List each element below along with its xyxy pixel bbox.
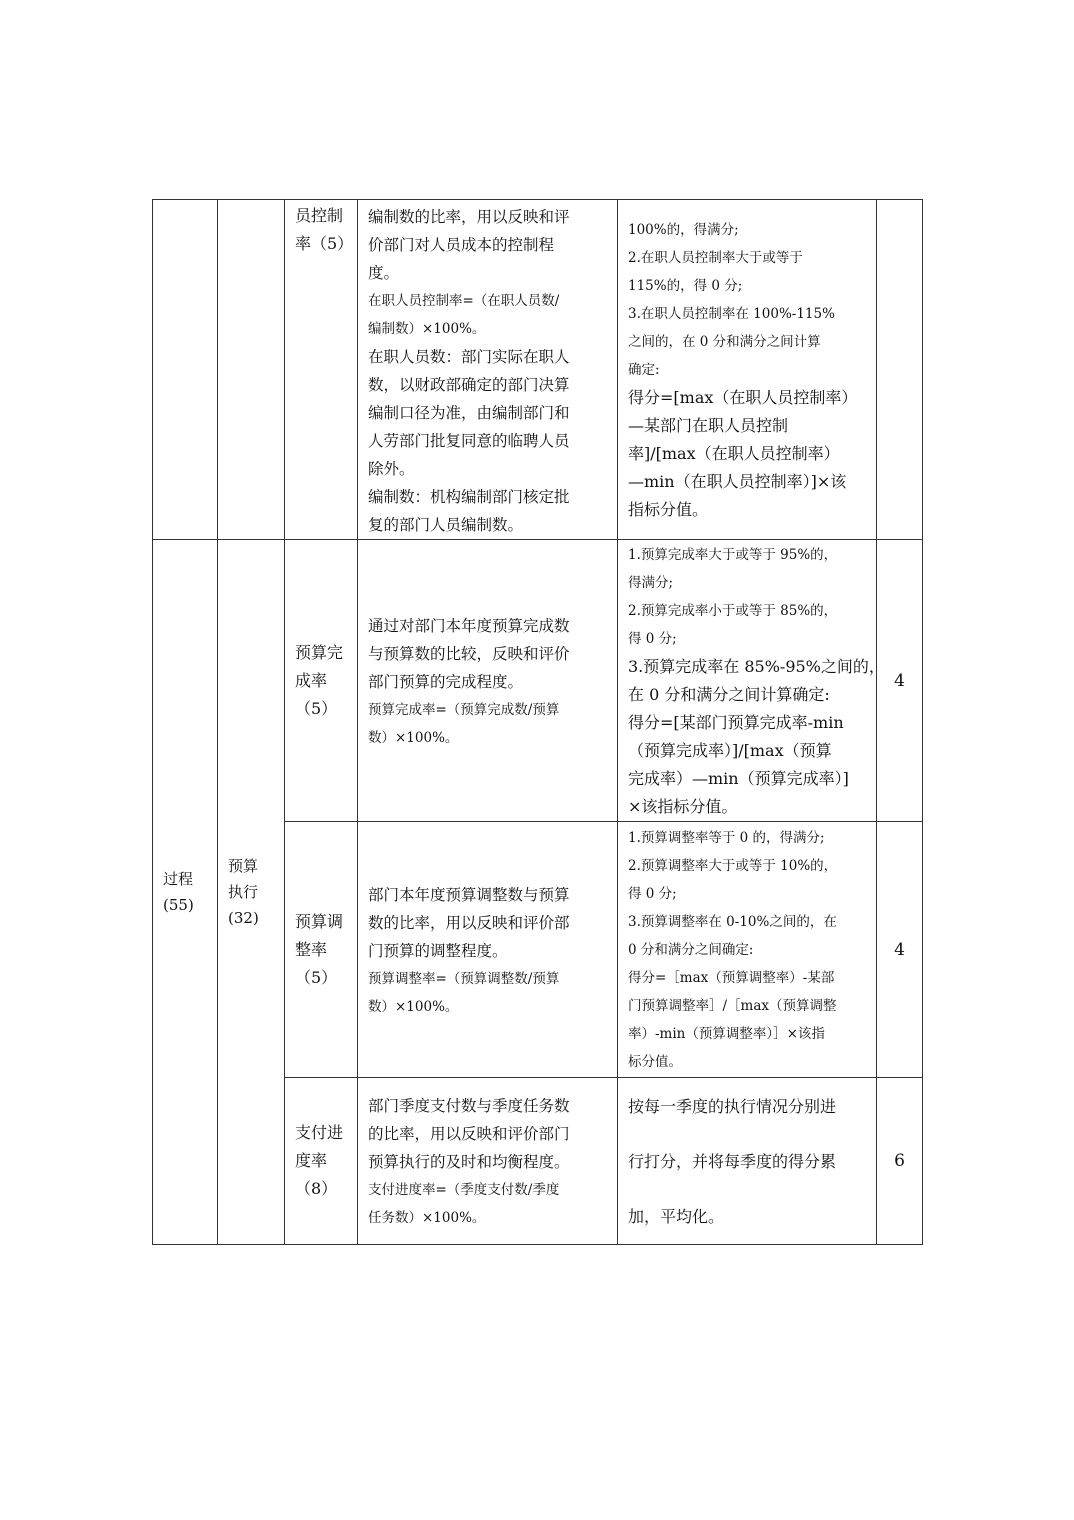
text-line: 与预算数的比较，反映和评价 (368, 644, 570, 663)
text-line: 预算调 (295, 911, 344, 931)
text-line: 2.在职人员控制率大于或等于 (628, 250, 803, 266)
text-line: 预算完成率=（预算完成数/预算 (368, 701, 560, 718)
criteria-cell (618, 1078, 877, 1245)
score-cell: 4 (877, 822, 923, 1078)
text-line: 编制口径为准，由编制部门和 (368, 403, 570, 422)
text-line: 编制数：机构编制部门核定批 (368, 487, 570, 506)
text-line: 预算完 (295, 642, 344, 662)
text-line: 支付进度率=（季度支付数/季度 (368, 1182, 560, 1198)
text-line: 率）-min（预算调整率）］×该指 (628, 1026, 825, 1042)
text-line: 价部门对人员成本的控制程 (368, 235, 555, 254)
text-line: 除外。 (368, 459, 415, 478)
text-line: 指标分值。 (628, 500, 709, 519)
text-line: 部门预算的完成程度。 (368, 672, 524, 691)
text-line: 门预算调整率］/［max（预算调整 (628, 998, 837, 1014)
text-line: （5） (295, 967, 338, 987)
text-line: 100%的，得满分; (628, 222, 739, 238)
text-line: 数）×100%。 (368, 998, 459, 1015)
subcategory-points: (32) (228, 909, 259, 927)
text-line: 确定: (628, 362, 660, 378)
subcategory-cell (218, 540, 285, 1245)
text-line: 度率 (295, 1151, 328, 1170)
score-cell: 6 (877, 1078, 923, 1245)
text-line: 1.预算完成率大于或等于 95%的， (628, 547, 838, 563)
text-line: 2.预算完成率小于或等于 85%的， (628, 603, 838, 619)
category-name: 过程 (163, 870, 194, 888)
description-cell (358, 200, 618, 540)
text-line: 按每一季度的执行情况分别进 (628, 1097, 837, 1116)
text-line: 数，以财政部确定的部门决算 (368, 375, 570, 394)
text-line: 0 分和满分之间确定: (628, 942, 754, 958)
text-line: —某部门在职人员控制 (628, 416, 789, 435)
text-line: 人劳部门批复同意的临聘人员 (368, 431, 570, 450)
text-line: 预算调整率=（预算调整数/预算 (368, 970, 560, 987)
text-line: 复的部门人员编制数。 (368, 515, 524, 534)
text-line: 之间的，在 0 分和满分之间计算 (628, 334, 821, 350)
text-line: 成率 (295, 670, 328, 690)
text-line: 得 0 分; (628, 631, 677, 647)
indicator-cell (285, 200, 358, 540)
indicator-cell (285, 540, 358, 822)
subcategory-name-line: 执行 (228, 883, 259, 901)
text-line: 完成率）—min（预算完成率）] (628, 769, 849, 788)
indicator-cell (285, 1078, 358, 1245)
criteria-cell (618, 540, 885, 822)
subcategory-cell-empty (218, 200, 285, 540)
text-line: 3.在职人员控制率在 100%-115% (628, 306, 835, 322)
description-cell (358, 540, 618, 822)
text-line: —min（在职人员控制率）]×该 (628, 472, 847, 491)
text-line: 在 0 分和满分之间计算确定: (628, 685, 830, 704)
text-line: （5） (295, 698, 338, 718)
indicator-cell (285, 822, 358, 1078)
text-line: 率]/[max（在职人员控制率） (628, 444, 840, 463)
text-line: 度。 (368, 263, 400, 282)
text-line: 得分=[某部门预算完成率-min (628, 713, 844, 732)
text-line: ×该指标分值。 (628, 797, 738, 816)
text-line: 2.预算调整率大于或等于 10%的， (628, 858, 838, 874)
text-line: 部门本年度预算调整数与预算 (368, 885, 570, 904)
text-line: 编制数的比率，用以反映和评 (368, 207, 570, 226)
text-line: （预算完成率）]/[max（预算 (628, 741, 832, 760)
text-line: 标分值。 (628, 1054, 682, 1070)
description-cell (358, 822, 618, 1078)
category-points: (55) (163, 896, 194, 914)
text-line: 的比率，用以反映和评价部门 (368, 1125, 570, 1143)
text-line: 数的比率，用以反映和评价部 (368, 913, 570, 932)
text-line: 得分=[max（在职人员控制率） (628, 388, 858, 407)
text-line: 得分=［max（预算调整率）-某部 (628, 970, 835, 986)
score-cell: 4 (877, 540, 923, 822)
text-line: 数）×100%。 (368, 729, 459, 746)
text-line: 支付进 (295, 1123, 344, 1142)
text-line: 在职人员数：部门实际在职人 (368, 347, 570, 366)
subcategory-name-line: 预算 (228, 857, 259, 875)
text-line: 整率 (295, 939, 328, 959)
text-line: 通过对部门本年度预算完成数 (368, 616, 570, 635)
evaluation-table (152, 199, 923, 1245)
text-line: 行打分，并将每季度的得分累 (628, 1152, 837, 1171)
category-cell-empty (153, 200, 218, 540)
table-row (153, 540, 923, 822)
table-row (153, 200, 923, 540)
text-line: 预算执行的及时和均衡程度。 (368, 1153, 570, 1171)
text-line: 1.预算调整率等于 0 的，得满分; (628, 830, 825, 846)
text-line: 加，平均化。 (628, 1207, 725, 1226)
text-line: 得满分; (628, 575, 674, 591)
text-line: （8） (295, 1179, 338, 1198)
criteria-cell (618, 200, 877, 540)
text-line: 员控制 (295, 206, 344, 225)
text-line: 115%的，得 0 分; (628, 278, 743, 294)
score-cell (877, 200, 923, 540)
text-line: 在职人员控制率=（在职人员数/ (368, 292, 560, 309)
criteria-cell (618, 822, 877, 1078)
text-line: 门预算的调整程度。 (368, 941, 508, 960)
text-line: 3.预算完成率在 85%-95%之间的， (628, 657, 885, 676)
text-line: 率（5） (295, 234, 354, 253)
text-line: 3.预算调整率在 0-10%之间的，在 (628, 914, 837, 930)
description-cell (358, 1078, 618, 1245)
text-line: 编制数）×100%。 (368, 320, 486, 337)
text-line: 任务数）×100%。 (368, 1210, 486, 1226)
category-cell (153, 540, 218, 1245)
text-line: 得 0 分; (628, 886, 677, 902)
text-line: 部门季度支付数与季度任务数 (368, 1097, 570, 1115)
